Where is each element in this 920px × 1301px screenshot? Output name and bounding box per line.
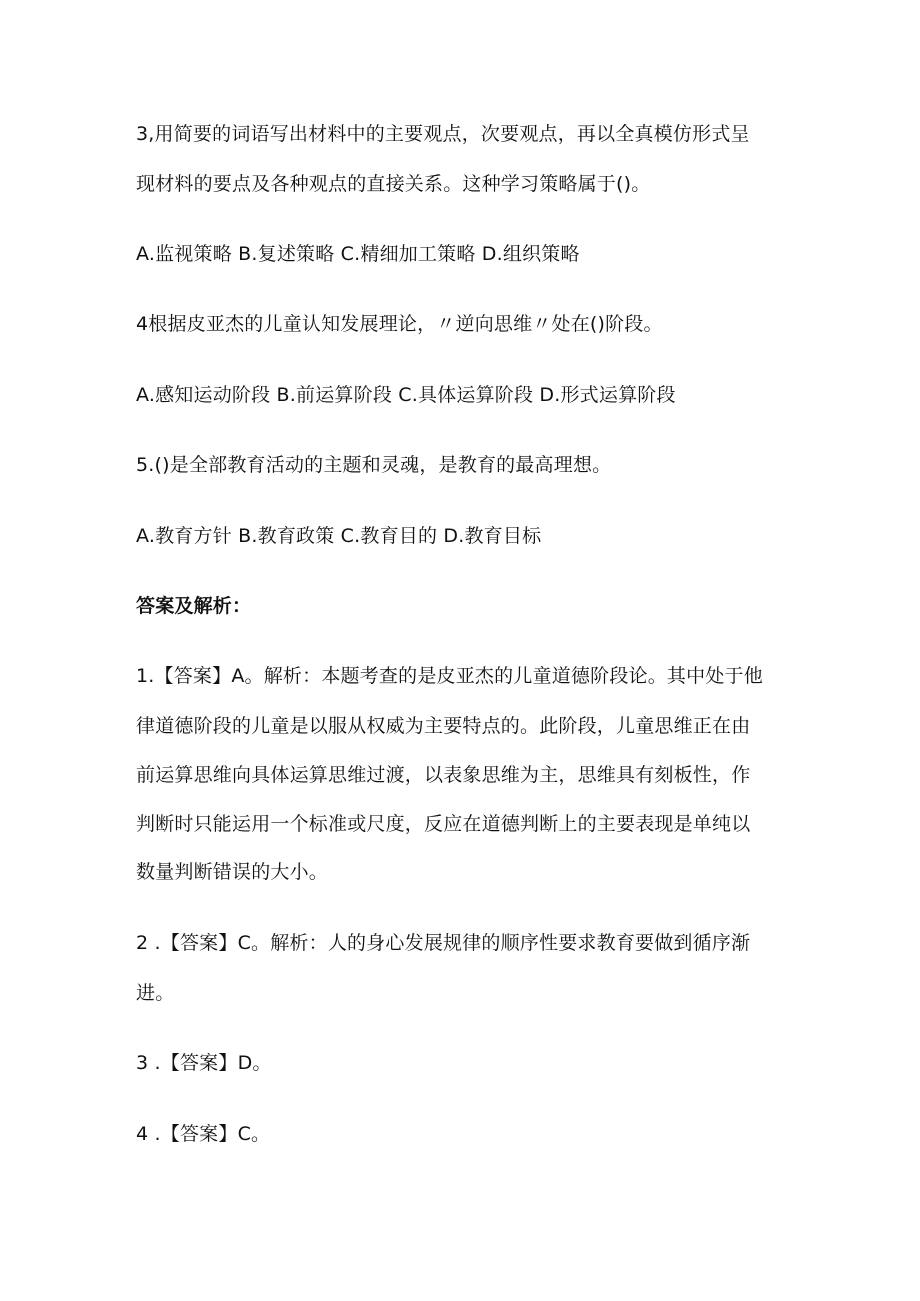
answer-1-line-1: 1.【答案】A。解析：本题考查的是皮亚杰的儿童道德阶段论。其中处于他: [136, 665, 763, 687]
answer-4: 4 .【答案】C。: [136, 1123, 271, 1145]
answer-2-line-2: 进。: [136, 982, 175, 1004]
answer-1-line-5: 数量判断错误的大小。: [136, 861, 329, 883]
question-3-options: A.监视策略 B.复述策略 C.精细加工策略 D.组织策略: [136, 243, 580, 265]
answer-2-line-1: 2 .【答案】C。解析：人的身心发展规律的顺序性要求教育要做到循序渐: [136, 932, 751, 954]
answer-1-line-2: 律道德阶段的儿童是以服从权威为主要特点的。此阶段，儿童思维正在由: [136, 715, 751, 737]
answer-1-line-3: 前运算思维向具体运算思维过渡，以表象思维为主，思维具有刻板性，作: [136, 764, 751, 786]
question-3-stem-line-2: 现材料的要点及各种观点的直接关系。这种学习策略属于()。: [136, 173, 651, 195]
question-3-stem-line-1: 3,用简要的词语写出材料中的主要观点，次要观点，再以全真模仿形式呈: [136, 123, 750, 145]
question-4-stem: 4根据皮亚杰的儿童认知发展理论，〃逆向思维〃处在()阶段。: [136, 313, 663, 335]
question-5-options: A.教育方针 B.教育政策 C.教育目的 D.教育目标: [136, 525, 542, 547]
question-4-options: A.感知运动阶段 B.前运算阶段 C.具体运算阶段 D.形式运算阶段: [136, 384, 676, 406]
answer-3: 3 .【答案】D。: [136, 1052, 272, 1074]
question-5-stem: 5.()是全部教育活动的主题和灵魂，是教育的最高理想。: [136, 454, 612, 476]
answer-1-line-4: 判断时只能运用一个标准或尺度，反应在道德判断上的主要表现是单纯以: [136, 813, 751, 835]
answers-heading: 答案及解析：: [136, 595, 252, 617]
